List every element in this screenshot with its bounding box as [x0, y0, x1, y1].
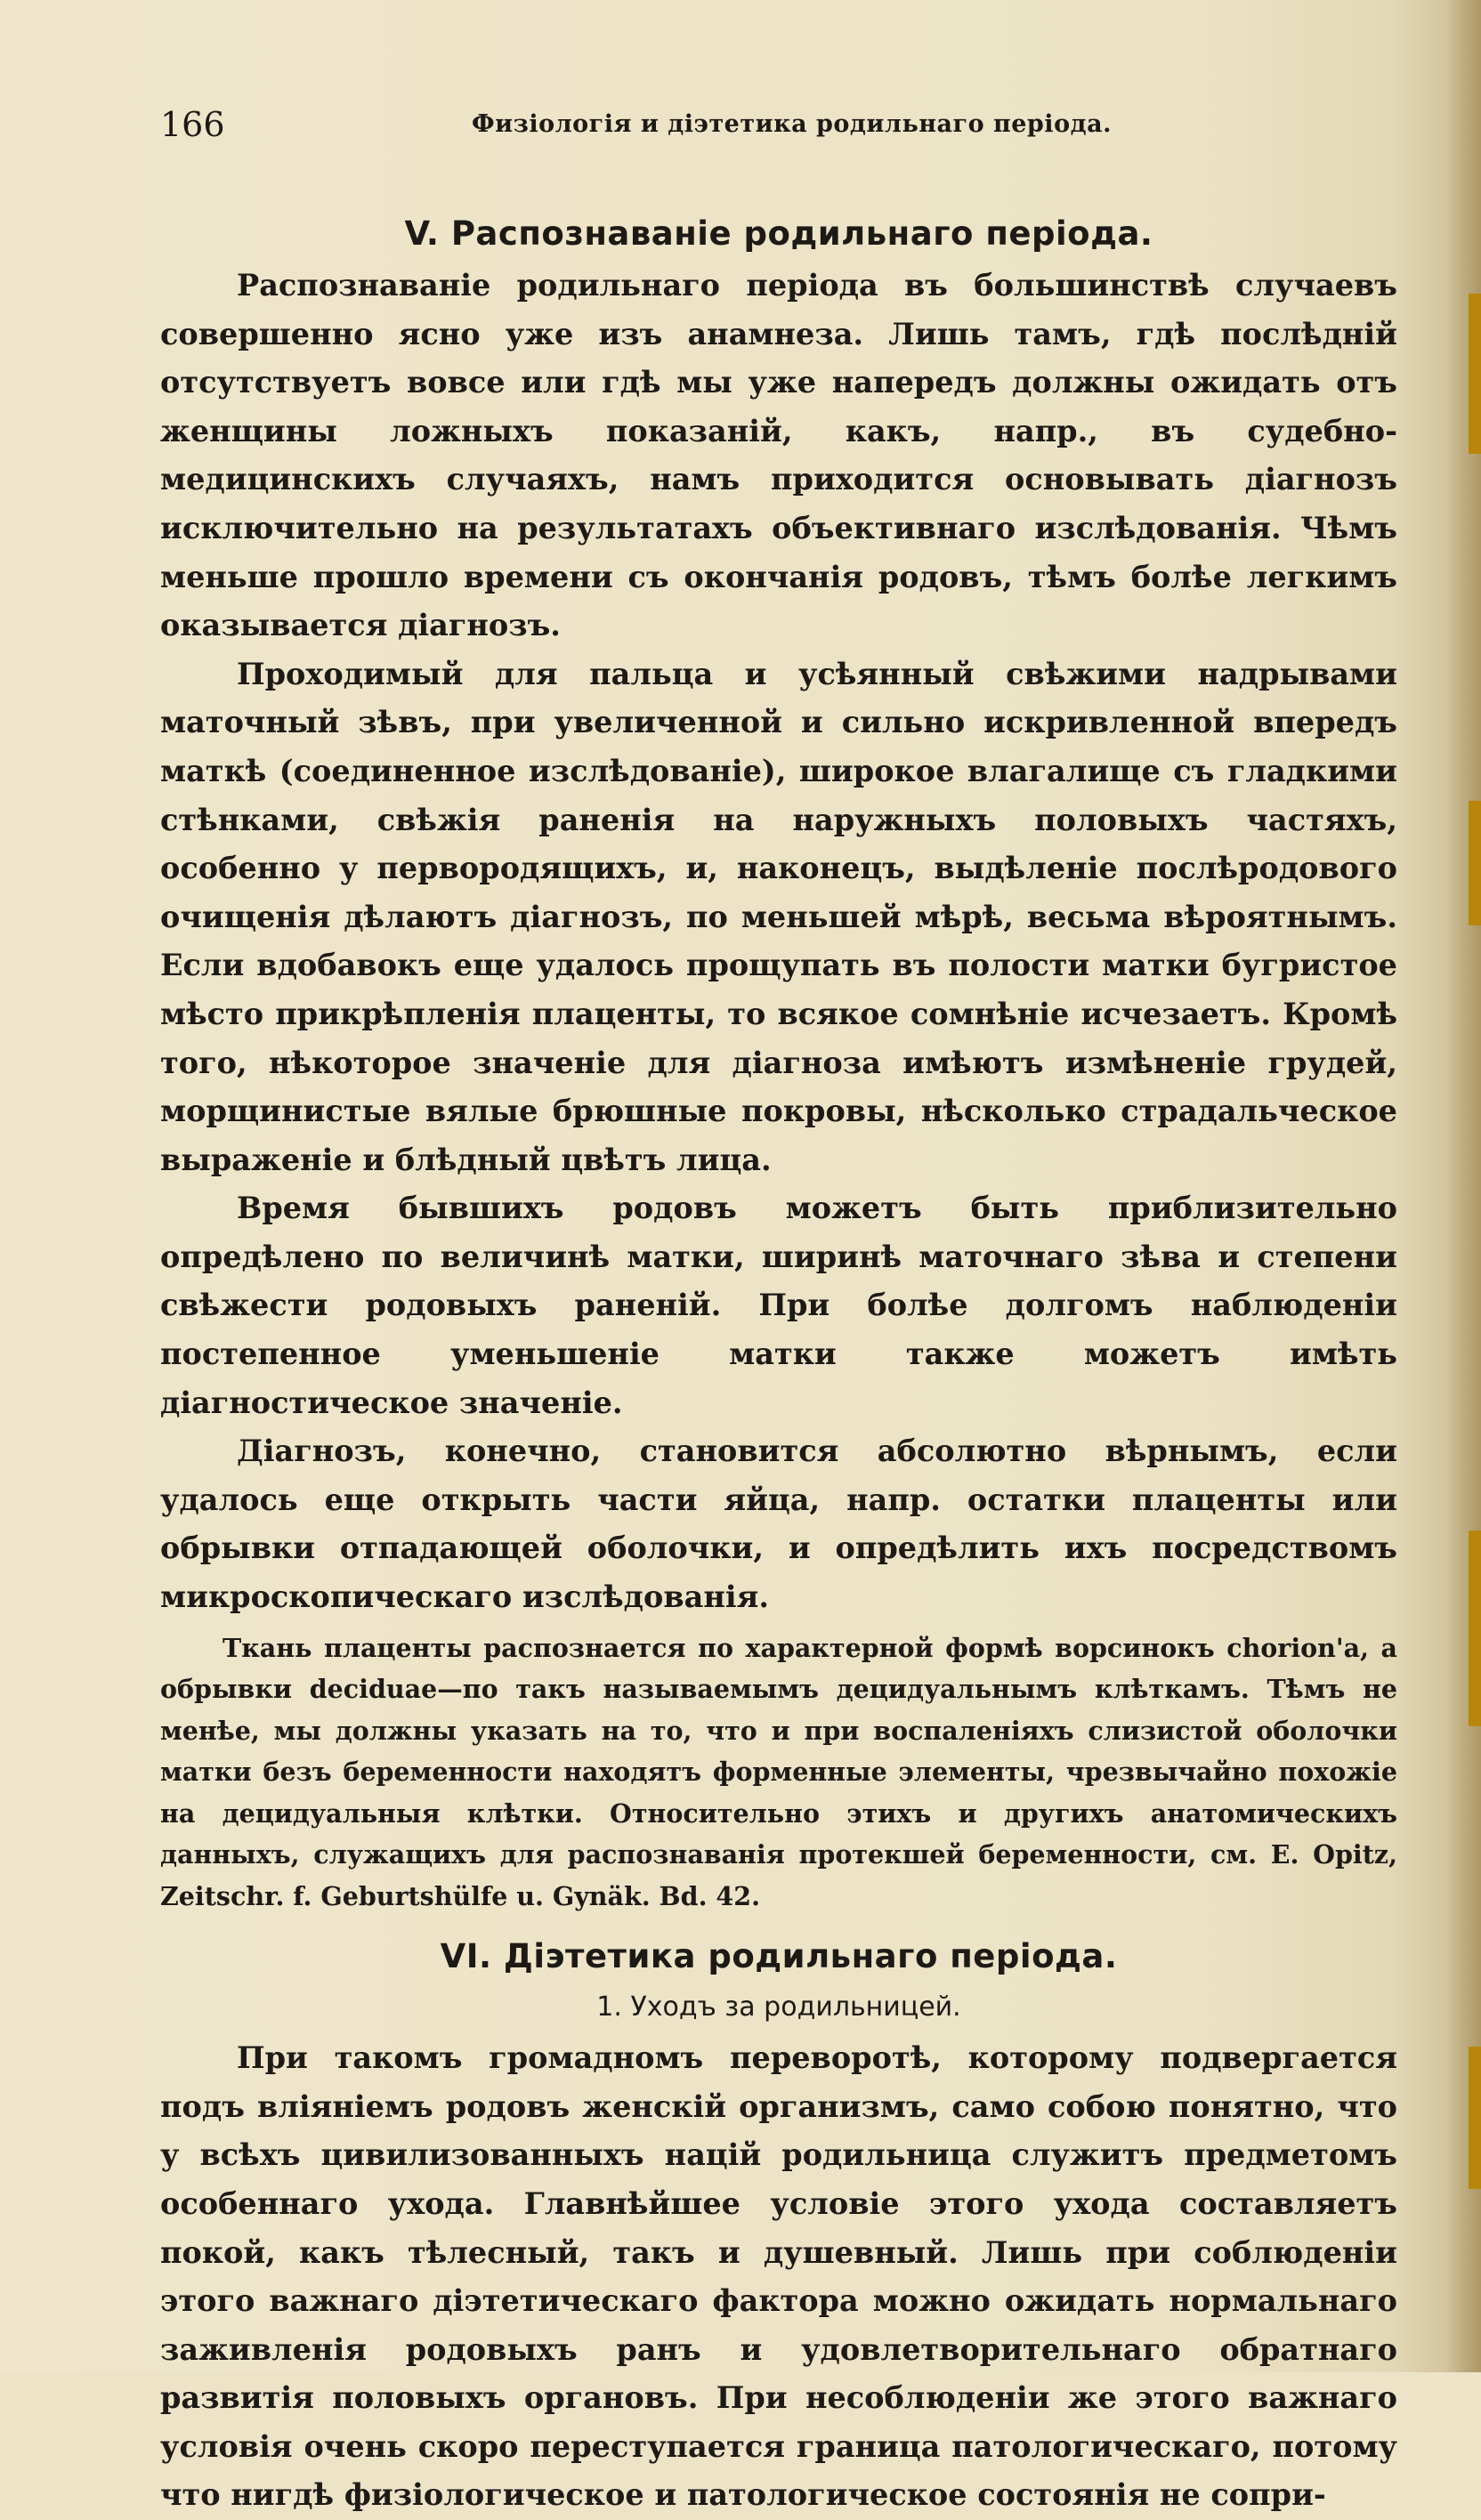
paragraph: Распознаванiе родильнаго перiода въ большинствѣ случаевъ совершенно ясно уже изъ анамнеза. Лишь тамъ, гдѣ послѣднiй отсутствуетъ вовсе или гдѣ мы уже напередъ должны ожидать отъ женщины ложныхъ показанiй, какъ, напр., въ судебно-медицинскихъ случаяхъ, намъ приходится основывать дiагнозъ исключительно на результатахъ объективнаго изслѣдованiя. Чѣмъ меньше прошло времени съ окончанiя родовъ, тѣмъ болѣе легкимъ оказывается дiагнозъ.: [160, 268, 1397, 643]
footnote-paragraph: Ткань плаценты распознается по характерной формѣ ворсинокъ chorion'a, а обрывки deciduae—по такъ называемымъ децидуальнымъ клѣткамъ. Тѣмъ не менѣе, мы должны указать на то, что и при воспаленiяхъ слизистой оболочки матки безъ беременности находятъ форменные элементы, чрезвычайно похожiе на децидуальныя клѣтки. Относительно этихъ и другихъ анатомическихъ данныхъ, служащихъ для распознаванiя протекшей беременности, см. E. Opitz, Zeitschr. f. Geburtshülfe u. Gynäk. Bd. 42.: [160, 1632, 1397, 1911]
paragraph: Время бывшихъ родовъ можетъ быть приблизительно опредѣлено по величинѣ матки, ширинѣ маточнаго зѣва и степени свѣжести родовыхъ раненiй. При болѣе долгомъ наблюденiи постепенное уменьшенiе матки также можетъ имѣть дiагностическое значенiе.: [160, 1191, 1397, 1420]
page-edge-strip: [1469, 801, 1481, 925]
page-number: 166: [160, 105, 225, 144]
paragraph: Проходимый для пальца и усѣянный свѣжими надрывами маточный зѣвъ, при увеличенной и сильно искривленной впередъ маткѣ (соединенное изслѣдованiе), широкое влагалище съ гладкими стѣнками, свѣжiя раненiя на наружныхъ половыхъ частяхъ, особенно у первородящихъ, и, наконецъ, выдѣленiе послѣродового очищенiя дѣлаютъ дiагнозъ, по меньшей мѣрѣ, весьма вѣроятнымъ. Если вдобавокъ еще удалось прощупать въ полости матки бугристое мѣсто прикрѣпленiя плаценты, то всякое сомнѣнiе исчезаетъ. Кромѣ того, нѣкоторое значенiе для дiагноза имѣютъ измѣненiе грудей, морщинистые вялые брюшные покровы, нѣсколько страдальческое выраженiе и блѣдный цвѣтъ лица.: [160, 656, 1397, 1177]
section-heading: VI. Дiэтетика родильнаго перiода.: [440, 1937, 1118, 1976]
page-header: [160, 105, 1406, 148]
page-text: [160, 206, 1397, 2520]
paragraph: При такомъ громадномъ переворотѣ, которому подвергается подъ влiянiемъ родовъ женскiй организмъ, само собою понятно, что у всѣхъ цивилизованныхъ нацiй родильница служитъ предметомъ особеннаго ухода. Главнѣйшее условiе этого ухода составляетъ покой, какъ тѣлесный, такъ и душевный. Лишь при соблюденiи этого важнаго дiэтетическаго фактора можно ожидать нормальнаго заживленiя родовыхъ ранъ и удовлетворительнаго обратнаго развитiя половыхъ органовъ. При несоблюденiи же этого важнаго условiя очень скоро переступается граница патологическаго, потому что нигдѣ физiологическое и патологическое состоянiя не сопри-: [160, 2040, 1397, 2513]
section-heading: V. Распознаванiе родильнаго перiода.: [404, 214, 1153, 253]
running-title: Физiологiя и дiэтетика родильнаго перiода.: [472, 110, 1112, 138]
page-edge-strip: [1469, 2047, 1481, 2189]
page-edge-strip: [1469, 1531, 1481, 1726]
subsection-heading: 1. Уходъ за родильницей.: [596, 1991, 961, 2023]
paragraph: Дiагнозъ, конечно, становится абсолютно вѣрнымъ, если удалось еще открыть части яйца, напр. остатки плаценты или обрывки отпадающей оболочки, и опредѣлить ихъ посредствомъ микроскопическаго изслѣдованiя.: [160, 1434, 1397, 1615]
page-edge-strip: [1469, 294, 1481, 454]
